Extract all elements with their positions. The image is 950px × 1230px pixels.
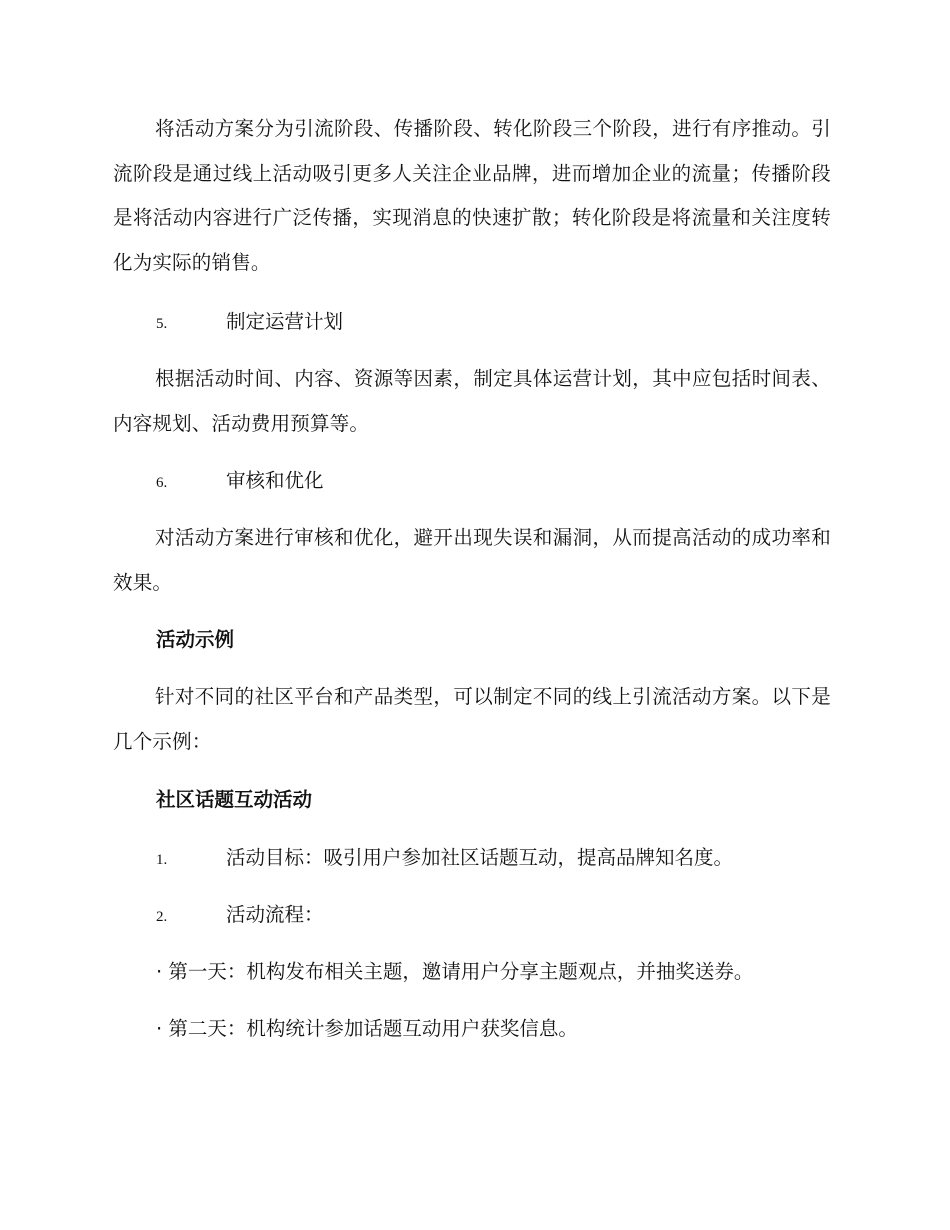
list-text: 审核和优化	[226, 469, 324, 492]
paragraph-examples-intro: 针对不同的社区平台和产品类型，可以制定不同的线上引流活动方案。以下是几个示例：	[113, 685, 831, 753]
list-number: 1.	[156, 852, 168, 868]
list-number: 5.	[156, 316, 168, 332]
bullet-day-two: · 第二天：机构统计参加话题互动用户获奖信息。	[156, 1017, 578, 1040]
list-item-6	[156, 466, 836, 496]
bullet-day-one: · 第一天：机构发布相关主题，邀请用户分享主题观点，并抽奖送券。	[156, 960, 754, 983]
list-text: 制定运营计划	[226, 310, 344, 333]
list-item-2	[156, 900, 836, 930]
list-text: 活动目标：吸引用户参加社区话题互动，提高品牌知名度。	[226, 846, 734, 869]
list-item-1	[156, 843, 836, 873]
list-number: 6.	[156, 475, 168, 491]
section-heading-community-topic: 社区话题互动活动	[156, 788, 313, 811]
paragraph-review-optimize: 对活动方案进行审核和优化，避开出现失误和漏洞，从而提高活动的成功率和效果。	[113, 526, 831, 594]
list-number: 2.	[156, 909, 168, 925]
list-item-5	[156, 307, 836, 337]
paragraph-activity-stages: 将活动方案分为引流阶段、传播阶段、转化阶段三个阶段，进行有序推动。引流阶段是通过线上活动吸引更多人关注企业品牌，进而增加企业的流量；传播阶段是将活动内容进行广泛传播，实现消息的快速扩散；转化阶段是将流量和关注度转化为实际的销售。	[113, 117, 831, 274]
section-heading-examples: 活动示例	[156, 628, 235, 651]
list-text: 活动流程：	[226, 903, 324, 926]
paragraph-operation-plan: 根据活动时间、内容、资源等因素，制定具体运营计划，其中应包括时间表、内容规划、活动费用预算等。	[113, 367, 831, 435]
